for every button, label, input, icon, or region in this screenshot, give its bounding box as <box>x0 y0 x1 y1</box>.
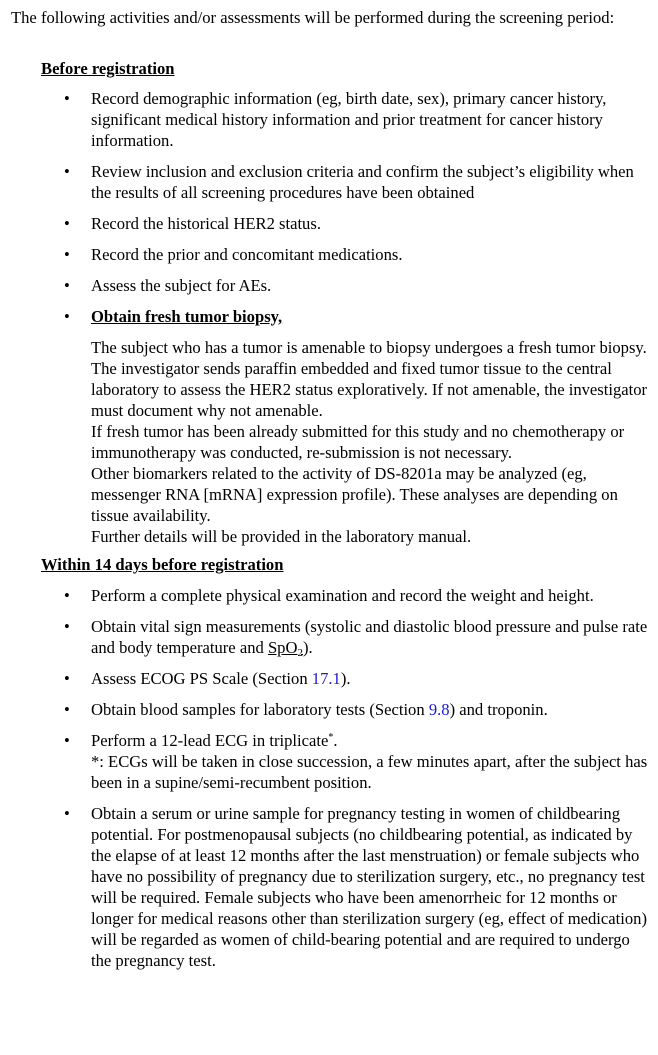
bullet-icon: • <box>64 89 70 108</box>
list-item-text: Perform a 12-lead ECG in triplicate <box>91 731 329 750</box>
list-item-text: Obtain vital sign measurements (systolic and diastolic blood pressure and pulse rate and body temperature and <box>91 617 648 657</box>
list-item-biopsy <box>11 306 649 547</box>
list-item <box>11 244 649 265</box>
biopsy-paragraph: If fresh tumor has been already submitted for this study and no chemotherapy or immunotherapy was conducted, re-submission is not necessary. <box>91 422 625 462</box>
list-item-text-end: . <box>333 731 338 750</box>
list-item-text-end: ). <box>302 638 313 657</box>
before-registration-heading: Before registration <box>41 59 175 78</box>
biopsy-paragraph: The subject who has a tumor is amenable to biopsy undergoes a fresh tumor biopsy. The investigator sends paraffin embedded and fixed tumor tissue to the central laboratory to assess the HER2 status exploratively. If not amenable, the investigator must document why not amenable. <box>91 338 648 420</box>
list-item-text-end: ). <box>340 669 351 688</box>
list-item <box>11 88 649 151</box>
footnote-marker: * <box>328 732 334 743</box>
bullet-icon: • <box>64 700 70 719</box>
bullet-icon: • <box>64 162 70 181</box>
list-item-text: Assess the subject for AEs. <box>91 276 272 295</box>
list-item-text: Perform a complete physical examination and record the weight and height. <box>91 586 594 605</box>
intro-paragraph: The following activities and/or assessments will be performed during the screening period: <box>11 8 615 27</box>
list-item <box>11 803 649 971</box>
biopsy-heading: Obtain fresh tumor biopsy, <box>91 307 283 326</box>
bullet-icon: • <box>64 276 70 295</box>
ecg-footnote: *: ECGs will be taken in close succession, a few minutes apart, after the subject has been in a supine/semi-recumbent position. <box>91 752 648 792</box>
bullet-icon: • <box>64 214 70 233</box>
list-item-text: Obtain a serum or urine sample for pregnancy testing in women of childbearing potential. For postmenopausal subjects (no childbearing potential, as indicated by the elapse of at least 12 months after the last menstruation) or female subjects who have no possibility of pregnancy due to sterilization surgery, etc., no pregnancy test will be required. Female subjects who have been amenorrheic for 12 months or longer for medical reasons other than sterilization surgery (eg, effect of medication) will be regarded as women of child-bearing potential and are required to undergo the pregnancy test. <box>91 804 647 970</box>
biopsy-details <box>91 337 649 547</box>
list-item-text: Assess ECOG PS Scale (Section <box>91 669 312 688</box>
bullet-icon: • <box>64 586 70 605</box>
biopsy-paragraph: Other biomarkers related to the activity of DS-8201a may be analyzed (eg, messenger RNA [mRNA] expression profile). These analyses are depending on tissue availability. <box>91 464 618 525</box>
before-registration-list <box>11 88 658 547</box>
within-14-days-list <box>11 585 658 971</box>
within-14-days-heading: Within 14 days before registration <box>41 555 284 574</box>
section-link-9-8[interactable]: 9.8 <box>428 700 450 719</box>
list-item <box>11 585 649 606</box>
list-item-text: Record demographic information (eg, birth date, sex), primary cancer history, significant medical history information and prior treatment for cancer history information. <box>91 89 607 150</box>
biopsy-paragraph: Further details will be provided in the laboratory manual. <box>91 527 472 546</box>
bullet-icon: • <box>64 731 70 750</box>
section-link-17-1[interactable]: 17.1 <box>311 669 341 688</box>
list-item-text: Obtain blood samples for laboratory tests (Section <box>91 700 429 719</box>
list-item-text: Review inclusion and exclusion criteria and confirm the subject’s eligibility when the results of all screening procedures have been obtained <box>91 162 634 202</box>
list-item <box>11 161 649 203</box>
spo2-text: SpO <box>267 638 298 657</box>
list-item-text: Record the historical HER2 status. <box>91 214 321 233</box>
list-item <box>11 616 649 658</box>
bullet-icon: • <box>64 617 70 636</box>
spo2-label <box>268 638 303 657</box>
list-item-text-end: ) and troponin. <box>449 700 548 719</box>
bullet-icon: • <box>64 307 70 326</box>
bullet-icon: • <box>64 669 70 688</box>
list-item <box>11 730 649 793</box>
spo2-subscript: 2 <box>297 647 303 659</box>
bullet-icon: • <box>64 245 70 264</box>
bullet-icon: • <box>64 804 70 823</box>
list-item-text: Record the prior and concomitant medications. <box>91 245 403 264</box>
list-item <box>11 668 649 689</box>
list-item <box>11 213 649 234</box>
list-item <box>11 699 649 720</box>
list-item <box>11 275 649 296</box>
